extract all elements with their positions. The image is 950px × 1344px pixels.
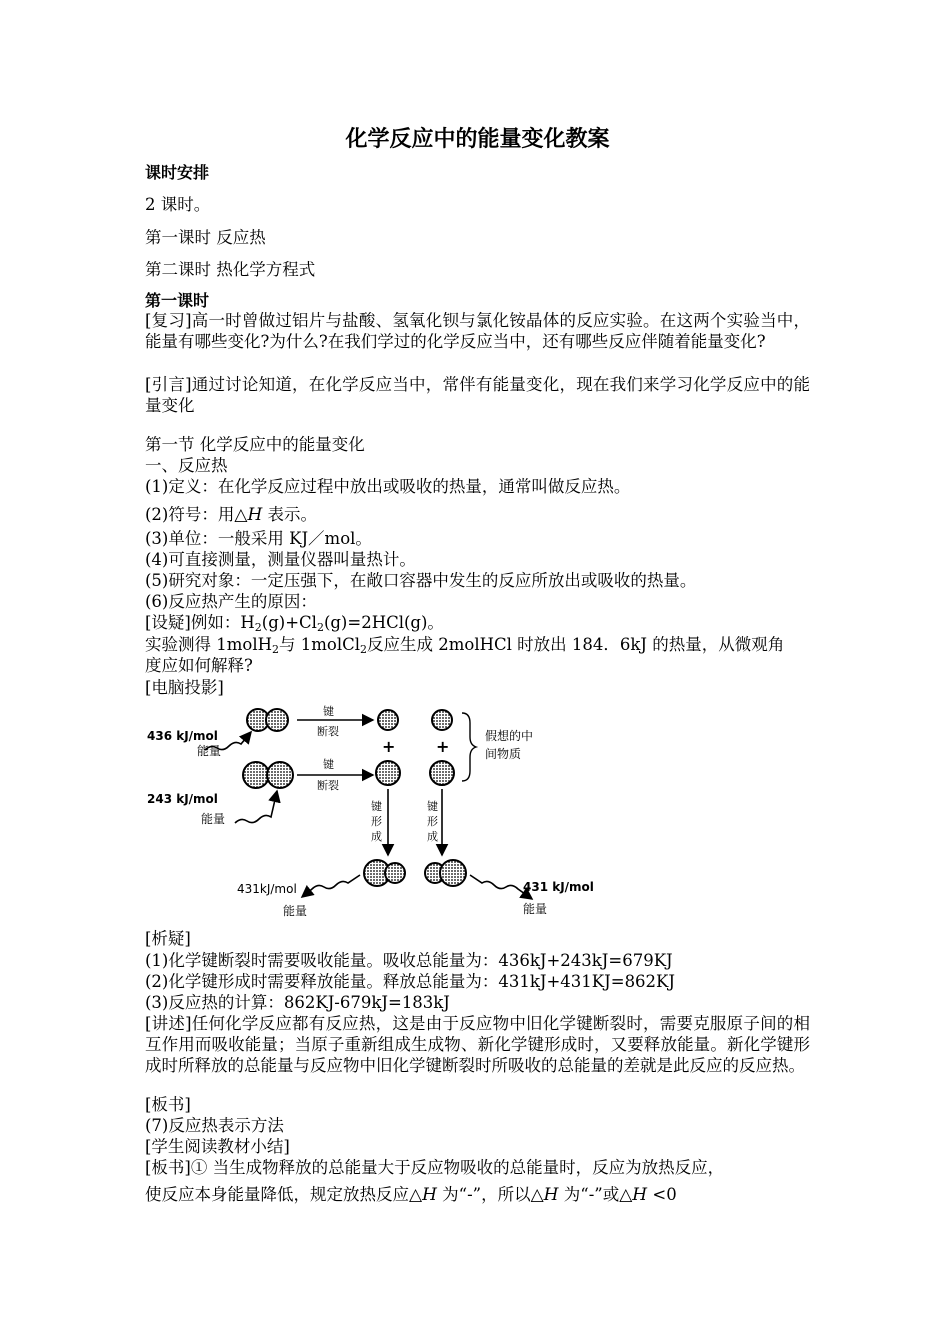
intermediate-label: 假想的中 <box>485 729 534 743</box>
board-text: 为“-”或 <box>563 1185 620 1204</box>
form-label: 形 <box>371 815 382 828</box>
energy-word: 能量 <box>197 744 222 758</box>
subscript: 2 <box>316 621 324 634</box>
object-line: (5)研究对象：一定压强下，在敞口容器中发生的反应所放出或吸收的热量。 <box>145 571 697 590</box>
board-line-1: [板书]① 当生成物释放的总能量大于反应物吸收的总能量时，反应为放热反应， <box>145 1158 725 1177</box>
review-paragraph: [复习]高一时曾做过铝片与盐酸、氢氧化钡与氯化铵晶体的反应实验。在这两个实验当中，能量有哪些变化?为什么?在我们学过的化学反应当中，还有哪些反应伴随着能量变化? <box>145 311 810 351</box>
hcl-molecule <box>364 860 405 886</box>
energy-label-243: 243 kJ/mol <box>147 792 218 806</box>
experiment-line-2: 度应如何解释? <box>145 656 253 675</box>
subscript: 2 <box>360 643 368 656</box>
schedule-heading: 课时安排 <box>145 163 210 182</box>
energy-label-431-left: 431kJ/mol <box>237 882 297 896</box>
energy-out-arrow-icon <box>302 875 360 897</box>
energy-arrow-icon <box>235 791 277 823</box>
plus-sign: + <box>382 737 396 756</box>
energy-word: 能量 <box>283 904 308 918</box>
cause-line: (6)反应热产生的原因： <box>145 592 317 611</box>
bracket-icon <box>462 713 476 781</box>
unit-line: (3)单位：一般采用 KJ／mol。 <box>145 529 372 548</box>
symbol-text: (2)符号：用 <box>145 505 235 524</box>
cl2-molecule <box>243 762 293 788</box>
schedule-line-2: 第一课时 反应热 <box>145 228 266 247</box>
form-label: 键 <box>371 800 382 813</box>
break-label: 断裂 <box>317 725 339 738</box>
board-line-2 <box>145 1184 810 1206</box>
section-heading: 第一节 化学反应中的能量变化 <box>145 435 365 454</box>
energy-label-431-right: 431 kJ/mol <box>523 880 594 894</box>
energy-word: 能量 <box>201 812 226 826</box>
subscript: 2 <box>272 643 279 656</box>
definition-line: (1)定义：在化学反应过程中放出或吸收的热量，通常叫做反应热。 <box>145 477 631 496</box>
schedule-line-1: 2 课时。 <box>145 195 211 214</box>
board-text: 使反应本身能量降低，规定放热反应 <box>145 1185 409 1204</box>
delta-h-symbol: △H <box>619 1185 648 1205</box>
delta-h-symbol: △H <box>530 1185 559 1205</box>
hcl-molecule <box>425 860 466 886</box>
form-label: 成 <box>371 830 382 843</box>
cl-atom <box>430 761 454 785</box>
energy-word: 能量 <box>523 902 548 916</box>
break-label: 键 <box>323 705 334 718</box>
analysis-line-3: (3)反应热的计算：862KJ-679kJ=183kJ <box>145 993 450 1012</box>
h2-molecule <box>247 709 288 731</box>
board-text: 为“-”，所以 <box>442 1185 531 1204</box>
lesson1-heading: 第一课时 <box>145 291 210 310</box>
bond-energy-diagram <box>145 705 615 920</box>
schedule-line-3: 第二课时 热化学方程式 <box>145 260 316 279</box>
h-atom <box>432 710 452 730</box>
form-label: 成 <box>427 830 438 843</box>
delta-h-symbol: △H <box>409 1185 437 1205</box>
lecture-paragraph: [讲述]任何化学反应都有反应热，这是由于反应物中旧化学键断裂时，需要克服原子间的相互作用而吸收能量；当原子重新组成生成物、新化学键形成时，又要释放能量。新化学键形成时所释放的总能量与反应物中旧化学键断裂时所吸收的总能量的差就是此反应的反应热。 <box>145 1014 810 1075</box>
form-label: 键 <box>427 800 438 813</box>
analysis-line-2: (2)化学键形成时需要释放能量。释放总能量为：431kJ+431KJ=862KJ <box>145 972 675 991</box>
symbol-text-end: 表示。 <box>267 505 318 524</box>
experiment-text: 与 1molCl <box>279 635 361 654</box>
form-label: 形 <box>427 815 438 828</box>
projection-label: [电脑投影] <box>145 678 224 697</box>
analysis-line-1: (1)化学键断裂时需要吸收能量。吸收总能量为：436kJ+243kJ=679KJ <box>145 951 673 970</box>
board-label: [板书] <box>145 1095 191 1114</box>
analysis-label: [析疑] <box>145 929 191 948</box>
experiment-text: 反应生成 2molHCl 时放出 184．6kJ 的热量，从微观角 <box>367 635 785 654</box>
intro-paragraph: [引言]通过讨论知道，在化学反应当中，常伴有能量变化，现在我们来学习化学反应中的能量变化 <box>145 375 810 415</box>
plus-sign: + <box>436 737 450 756</box>
board-text: <0 <box>652 1185 677 1204</box>
subscript: 2 <box>254 621 262 634</box>
question-text: [设疑]例如：H <box>145 613 255 632</box>
intermediate-label: 间物质 <box>485 747 522 761</box>
energy-label-436: 436 kJ/mol <box>147 729 218 743</box>
h-atom <box>378 710 398 730</box>
experiment-text: 实验测得 1molH <box>145 635 272 654</box>
page-title: 化学反应中的能量变化教案 <box>345 127 610 152</box>
symbol-line <box>145 504 810 526</box>
subsection-heading: 一、反应热 <box>145 456 228 475</box>
break-label: 断裂 <box>317 779 339 792</box>
question-text: (g)+Cl <box>261 613 317 632</box>
break-label: 键 <box>323 758 334 771</box>
method-line: (7)反应热表示方法 <box>145 1116 284 1135</box>
question-text: (g)=2HCl(g)。 <box>323 613 444 632</box>
reading-line: [学生阅读教材小结] <box>145 1137 290 1156</box>
delta-h-symbol: △H <box>234 505 263 525</box>
cl-atom <box>376 761 400 785</box>
measure-line: (4)可直接测量，测量仪器叫量热计。 <box>145 550 416 569</box>
